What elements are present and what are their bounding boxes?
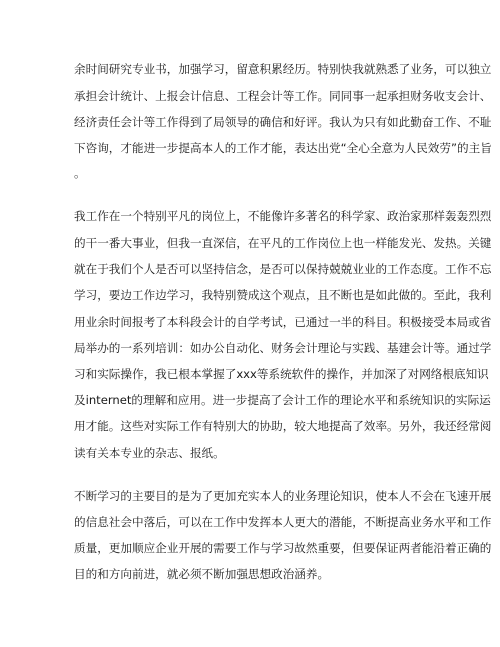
paragraph-1-line-4: 下咨询，才能进一步提高本人的工作才能，表达出党“全心全意为人民效劳”的主旨 (74, 141, 492, 155)
paragraph-3-line-3: 质量，更加顺应企业开展的需要工作与学习故然重要，但要保证两者能沿着正确的 (74, 541, 492, 555)
paragraph-3-line-4: 目的和方向前进，就必须不断加强思想政治涵养。 (74, 567, 330, 581)
paragraph-1-line-2: 承担会计统计、上报会计信息、工程会计等工作。同同事一起承担财务收支会计、 (74, 89, 492, 103)
paragraph-2-line-7: 习和实际操作，我已根本掌握了xxx等系统软件的操作，并加深了对网络根底知识 (74, 367, 489, 381)
paragraph-2-line-1: 我工作在一个特别平凡的岗位上，不能像许多著名的科学家、政治家那样轰轰烈烈 (74, 209, 492, 223)
paragraph-2-line-3: 就在于我们个人是否可以坚持信念，是否可以保持兢兢业业的工作态度。工作不忘 (74, 262, 492, 276)
paragraph-1-line-5: 。 (74, 166, 86, 180)
paragraph-2-line-5: 用业余时间报考了本科段会计的自学考试，已通过一半的科目。积极接受本局或省 (74, 315, 492, 329)
paragraph-3-line-1: 不断学习的主要目的是为了更加充实本人的业务理论知识，使本人不会在飞速开展 (74, 489, 492, 503)
paragraph-2-line-4: 学习，要边工作边学习，我特别赞成这个观点，且不断也是如此做的。至此，我利 (74, 288, 492, 302)
paragraph-2-line-8: 及internet的理解和应用。进一步提高了会计工作的理论水平和系统知识的实际运 (74, 393, 491, 407)
paragraph-1-line-1: 余时间研究专业书，加强学习，留意积累经历。特别快我就熟悉了业务，可以独立 (74, 62, 492, 76)
paragraph-2-line-2: 的干一番大事业，但我一直深信，在平凡的工作岗位上也一样能发光、发热。关键 (74, 236, 492, 250)
paragraph-2-line-9: 用才能。这些对实际工作有特别大的协助，较大地提高了效率。另外，我还经常阅 (74, 419, 492, 433)
paragraph-3-line-2: 的信息社会中落后，可以在工作中发挥本人更大的潜能，不断提高业务水平和工作 (74, 515, 492, 529)
paragraph-2-line-10: 读有关本专业的杂志、报纸。 (74, 446, 225, 460)
paragraph-1-line-3: 经济责任会计等工作得到了局领导的确信和好评。我认为只有如此勤奋工作、不耻 (74, 115, 492, 129)
paragraph-2-line-6: 局举办的一系列培训：如办公自动化、财务会计理论与实践、基建会计等。通过学 (74, 341, 492, 355)
